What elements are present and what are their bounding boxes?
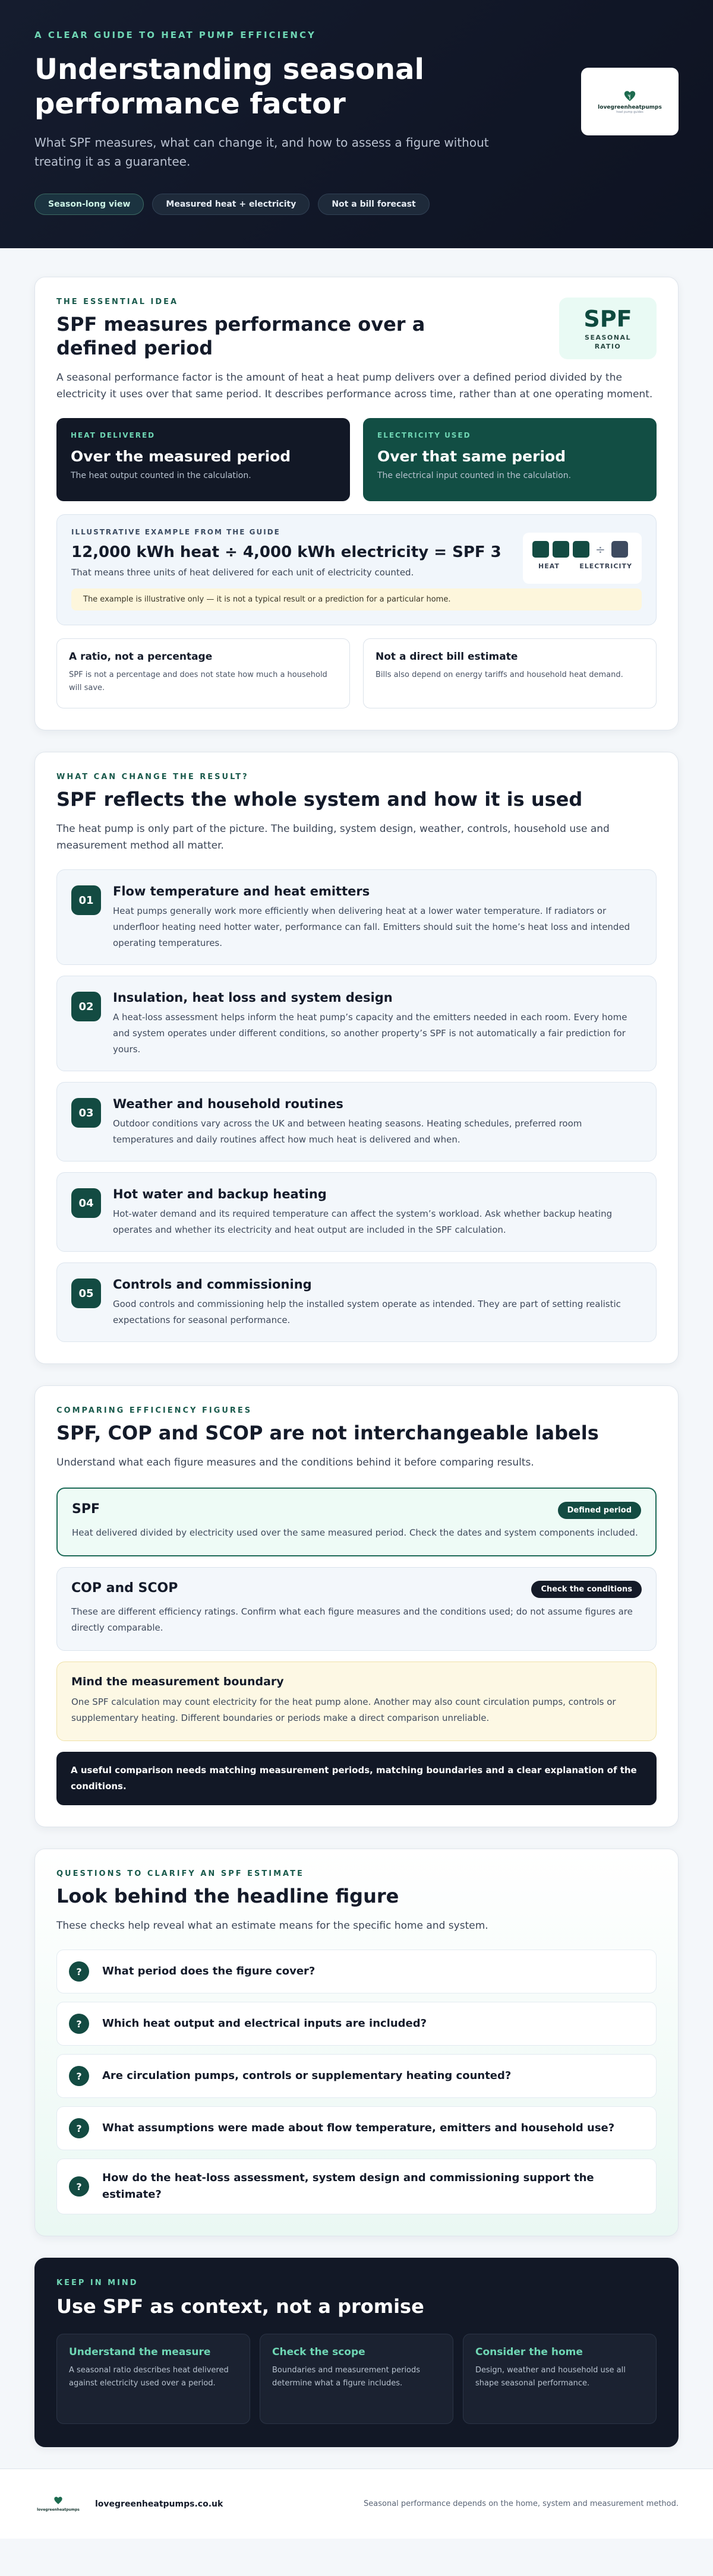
heat-unit-square bbox=[532, 541, 549, 558]
cop-scop-title: COP and SCOP bbox=[71, 1581, 178, 1596]
example-meaning: That means three units of heat delivered for each unit of electricity counted. bbox=[71, 567, 414, 578]
example-note: The example is illustrative only — it is not a typical result or a prediction for a particular home. bbox=[71, 588, 642, 610]
not-bill-estimate-card bbox=[363, 638, 657, 708]
site-logo[interactable] bbox=[581, 68, 679, 135]
heat-delivered-panel bbox=[56, 418, 350, 501]
bill-card-title: Not a direct bill estimate bbox=[376, 651, 518, 663]
spf-badge bbox=[559, 298, 657, 359]
hero-eyebrow: A CLEAR GUIDE TO HEAT PUMP EFFICIENCY bbox=[34, 30, 316, 40]
factor-text: Hot-water demand and its required temperature can affect the system’s workload. Ask whether backup heating operates and whether its electricity and heat output are included in the SPF calculation. bbox=[113, 1208, 613, 1235]
bill-card-text: Bills also depend on energy tariffs and household heat demand. bbox=[376, 670, 623, 679]
logo-text: lovegreenheatpumps bbox=[598, 104, 662, 110]
defined-period-tag: Defined period bbox=[558, 1502, 641, 1519]
cop-scop-text: These are different efficiency ratings. Confirm what each figure measures and the conditions used; do not assume figures are directly comparable. bbox=[71, 1606, 633, 1633]
electricity-used-panel bbox=[363, 418, 657, 501]
factor-item bbox=[56, 1172, 657, 1252]
compare-eyebrow: COMPARING EFFICIENCY FIGURES bbox=[56, 1406, 253, 1415]
compare-desc: Understand what each figure measures and the conditions behind it before comparing results. bbox=[56, 1457, 534, 1469]
chip-not-bill: Not a bill forecast bbox=[318, 194, 429, 215]
question-text: Which heat output and electrical inputs are included? bbox=[102, 2017, 427, 2030]
main-content bbox=[0, 248, 713, 2447]
question-text: What assumptions were made about flow temperature, emitters and household use? bbox=[102, 2122, 615, 2134]
factor-title: Insulation, heat loss and system design bbox=[113, 990, 393, 1005]
questions-eyebrow: QUESTIONS TO CLARIFY AN SPF ESTIMATE bbox=[56, 1869, 304, 1878]
factor-item bbox=[56, 1082, 657, 1162]
heat-title: Over the measured period bbox=[71, 448, 291, 465]
mind-eyebrow: KEEP IN MIND bbox=[56, 2278, 138, 2287]
footer-site-link[interactable]: lovegreenheatpumps.co.uk bbox=[95, 2499, 223, 2509]
mind-title: Use SPF as context, not a promise bbox=[56, 2295, 424, 2318]
compare-card bbox=[34, 1385, 679, 1827]
essential-idea-card bbox=[34, 277, 679, 730]
factor-title: Controls and commissioning bbox=[113, 1277, 312, 1292]
factor-text: Heat pumps generally work more efficiently when delivering heat at a lower water temperature. If radiators or underfloor heating need hotter water, performance can fall. Emitters should suit the home’s heat loss and intended operating temperatures. bbox=[113, 906, 630, 948]
factor-text: Outdoor conditions vary across the UK and between heating seasons. Heating schedules, preferred room temperatures and daily routines affect how much heat is delivered and when. bbox=[113, 1118, 582, 1145]
factor-list bbox=[56, 869, 657, 1342]
question-mark-icon: ? bbox=[69, 1961, 89, 1982]
mind-column bbox=[56, 2334, 250, 2424]
ratio-electricity-label: ELECTRICITY bbox=[579, 562, 632, 570]
spf-definition-text: Heat delivered divided by electricity used over the same measured period. Check the dates and system components included. bbox=[72, 1527, 638, 1538]
question-item bbox=[56, 2002, 657, 2046]
mind-column-title: Check the scope bbox=[272, 2346, 365, 2358]
caveat-cards bbox=[56, 638, 657, 708]
logo-subtext: heat pump guides bbox=[616, 110, 643, 114]
ratio-heat-label: HEAT bbox=[538, 562, 560, 570]
questions-title: Look behind the headline figure bbox=[56, 1885, 399, 1907]
check-conditions-tag: Check the conditions bbox=[531, 1581, 642, 1598]
heart-leaf-icon bbox=[623, 90, 636, 103]
ratio-visual bbox=[523, 533, 642, 584]
essential-desc: A seasonal performance factor is the amount of heat a heat pump delivers over a defined period divided by the electricity it uses over that same period. It describes performance across time, rather than at one operating moment. bbox=[56, 372, 653, 400]
mind-column-text: Design, weather and household use all shape seasonal performance. bbox=[475, 2366, 626, 2388]
factors-eyebrow: WHAT CAN CHANGE THE RESULT? bbox=[56, 773, 249, 781]
electricity-eyebrow: ELECTRICITY USED bbox=[377, 431, 471, 439]
factor-title: Hot water and backup heating bbox=[113, 1187, 327, 1201]
electricity-title: Over that same period bbox=[377, 448, 566, 465]
ratio-card-title: A ratio, not a percentage bbox=[69, 651, 213, 663]
measurement-boundary-note bbox=[56, 1662, 657, 1741]
mind-column bbox=[463, 2334, 657, 2424]
question-item bbox=[56, 1950, 657, 1993]
chip-measured: Measured heat + electricity bbox=[152, 194, 310, 215]
hero-chips bbox=[34, 194, 679, 215]
divide-symbol: ÷ bbox=[595, 542, 605, 556]
factors-title: SPF reflects the whole system and how it is used bbox=[56, 788, 583, 811]
question-text: Are circulation pumps, controls or supplementary heating counted? bbox=[102, 2069, 512, 2082]
essential-title: SPF measures performance over a defined period bbox=[56, 313, 425, 359]
heat-eyebrow: HEAT DELIVERED bbox=[71, 431, 156, 439]
factor-number: 02 bbox=[71, 992, 101, 1021]
spf-badge-label: SPF bbox=[583, 306, 632, 332]
questions-desc: These checks help reveal what an estimate means for the specific home and system. bbox=[56, 1920, 488, 1932]
mind-columns bbox=[56, 2334, 657, 2424]
hero-lede: What SPF measures, what can change it, and how to assess a figure without treating it as a guarantee. bbox=[34, 135, 489, 169]
heat-text: The heat output counted in the calculation. bbox=[71, 471, 251, 480]
factor-title: Flow temperature and heat emitters bbox=[113, 884, 370, 898]
boundary-title: Mind the measurement boundary bbox=[71, 1675, 284, 1688]
heat-unit-square bbox=[553, 541, 569, 558]
mind-column-title: Understand the measure bbox=[69, 2346, 211, 2358]
question-mark-icon: ? bbox=[69, 2014, 89, 2034]
question-list bbox=[56, 1950, 657, 2214]
comparison-callout: A useful comparison needs matching measurement periods, matching boundaries and a clear explanation of the conditions. bbox=[56, 1752, 657, 1805]
boundary-text: One SPF calculation may count electricity for the heat pump alone. Another may also count circulation pumps, controls or supplementary heating. Different boundaries or periods make a direct comparison unreliable. bbox=[71, 1697, 616, 1723]
spf-badge-caption: SEASONAL RATIO bbox=[585, 334, 631, 350]
spf-definition-title: SPF bbox=[72, 1502, 100, 1517]
example-formula: 12,000 kWh heat ÷ 4,000 kWh electricity = SPF 3 bbox=[71, 543, 501, 561]
factor-text: A heat-loss assessment helps inform the heat pump’s capacity and the emitters needed in each room. Every home and system operates under different conditions, so another property’s SPF is not automatically a fair prediction for yours. bbox=[113, 1012, 627, 1055]
question-mark-icon: ? bbox=[69, 2176, 89, 2197]
footer-note: Seasonal performance depends on the home, system and measurement method. bbox=[364, 2499, 679, 2508]
footer-logo-text: lovegreenheatpumps bbox=[37, 2508, 80, 2512]
mind-column-text: A seasonal ratio describes heat delivered against electricity used over a period. bbox=[69, 2366, 229, 2388]
footer-logo[interactable] bbox=[34, 2496, 82, 2512]
heat-unit-square bbox=[573, 541, 589, 558]
question-text: How do the heat-loss assessment, system design and commissioning support the estimate? bbox=[102, 2172, 594, 2201]
factor-number: 01 bbox=[71, 885, 101, 915]
factor-item bbox=[56, 976, 657, 1071]
question-mark-icon: ? bbox=[69, 2118, 89, 2138]
spf-definition bbox=[56, 1488, 657, 1556]
example-eyebrow: ILLUSTRATIVE EXAMPLE FROM THE GUIDE bbox=[71, 528, 280, 536]
chip-season-long: Season-long view bbox=[34, 194, 144, 215]
hero bbox=[0, 0, 713, 248]
compare-title: SPF, COP and SCOP are not interchangeable labels bbox=[56, 1422, 599, 1444]
question-item bbox=[56, 2106, 657, 2150]
question-item bbox=[56, 2054, 657, 2098]
mind-column bbox=[260, 2334, 453, 2424]
question-text: What period does the figure cover? bbox=[102, 1965, 316, 1977]
factor-title: Weather and household routines bbox=[113, 1097, 343, 1111]
factor-item bbox=[56, 869, 657, 965]
cop-scop-definition bbox=[56, 1567, 657, 1651]
factor-number: 04 bbox=[71, 1188, 101, 1218]
keep-in-mind-card bbox=[34, 2258, 679, 2447]
page-title: Understanding seasonal performance factor bbox=[34, 53, 424, 121]
mind-column-text: Boundaries and measurement periods determine what a figure includes. bbox=[272, 2366, 421, 2388]
factor-item bbox=[56, 1262, 657, 1342]
electricity-unit-square bbox=[611, 541, 628, 558]
electricity-text: The electrical input counted in the calculation. bbox=[377, 471, 572, 480]
heart-leaf-icon bbox=[53, 2496, 63, 2505]
question-mark-icon: ? bbox=[69, 2066, 89, 2086]
factor-text: Good controls and commissioning help the installed system operate as intended. They are part of setting realistic expectations for seasonal performance. bbox=[113, 1299, 621, 1325]
question-item bbox=[56, 2159, 657, 2214]
essential-eyebrow: THE ESSENTIAL IDEA bbox=[56, 298, 179, 306]
footer-brand bbox=[34, 2496, 223, 2512]
heat-electricity-panels bbox=[56, 418, 657, 501]
factors-card bbox=[34, 752, 679, 1364]
factors-desc: The heat pump is only part of the picture. The building, system design, weather, controls, household use and measurement method all matter. bbox=[56, 823, 610, 852]
ratio-not-percentage-card bbox=[56, 638, 350, 708]
footer bbox=[0, 2469, 713, 2539]
questions-card bbox=[34, 1849, 679, 2236]
factor-number: 03 bbox=[71, 1098, 101, 1128]
mind-column-title: Consider the home bbox=[475, 2346, 583, 2358]
illustrative-example bbox=[56, 514, 657, 625]
factor-number: 05 bbox=[71, 1278, 101, 1308]
ratio-card-text: SPF is not a percentage and does not state how much a household will save. bbox=[69, 670, 327, 692]
